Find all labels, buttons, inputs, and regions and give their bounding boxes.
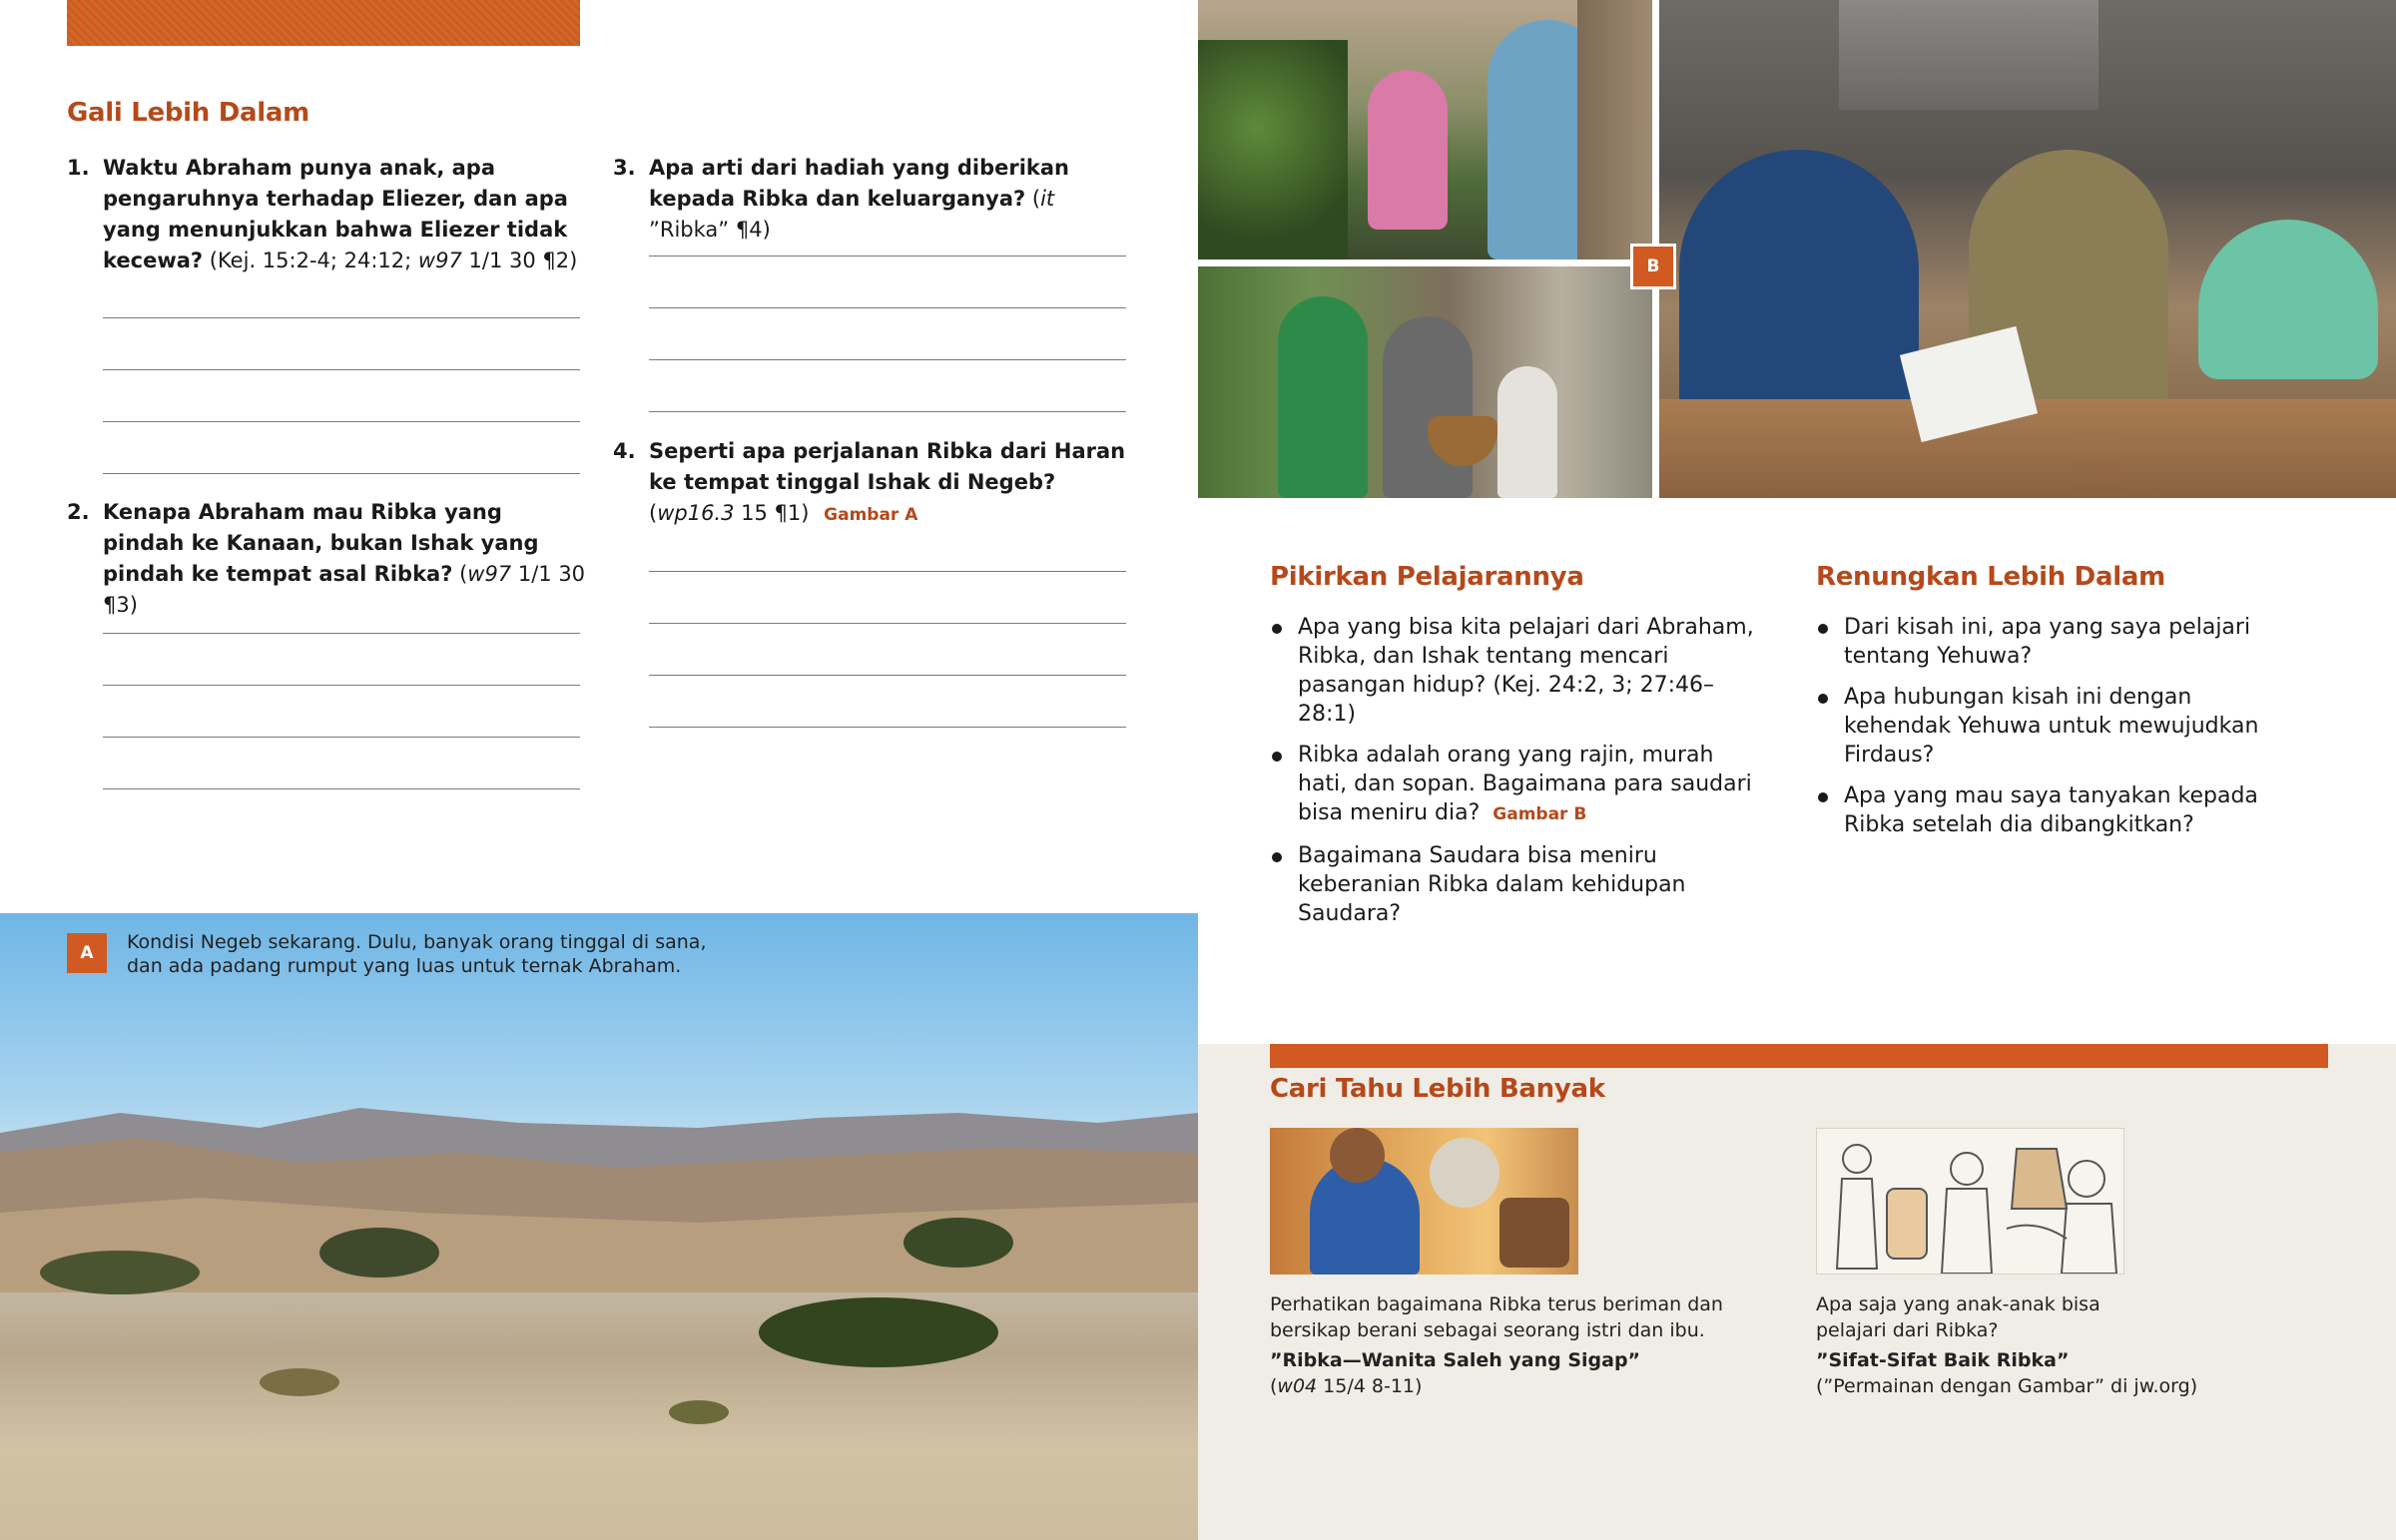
answer-line[interactable] xyxy=(649,411,1126,412)
cari-left-title[interactable]: ”Ribka—Wanita Saleh yang Sigap” xyxy=(1270,1349,1641,1371)
photo-garden xyxy=(1198,0,1652,259)
question-ref: (Kej. 15:2-4; 24:12; xyxy=(203,249,418,272)
question-text: Waktu Abraham punya anak, apa pengaruhnya terhadap Eliezer, dan apa yang menunjukkan bahwa Eliezer tidak kecewa? xyxy=(103,156,568,272)
list-item: Apa hubungan kisah ini dengan kehendak Yehuwa untuk mewujudkan Firdaus? xyxy=(1816,683,2295,770)
cari-right-desc: pelajari dari Ribka? xyxy=(1816,1319,1999,1341)
answer-line[interactable] xyxy=(649,623,1126,624)
ref-open: ( xyxy=(1270,1375,1278,1397)
renungkan-list xyxy=(1816,613,2295,851)
cari-left-ref xyxy=(1270,1373,1729,1399)
question-ref-pub: it xyxy=(1040,187,1055,211)
list-item: Dari kisah ini, apa yang saya pelajari tentang Yehuwa? xyxy=(1816,613,2295,671)
figure-tag-a[interactable]: Gambar A xyxy=(824,505,918,525)
pikirkan-list xyxy=(1270,613,1759,940)
desert-landscape xyxy=(0,913,1198,1540)
question-ref-loc: 1/1 30 ¶2) xyxy=(461,249,578,272)
figure-badge-b: B xyxy=(1630,244,1676,289)
question-1 xyxy=(67,153,586,276)
answer-line[interactable] xyxy=(649,307,1126,308)
caption-line: Kondisi Negeb sekarang. Dulu, banyak orang tinggal di sana, xyxy=(127,931,707,953)
question-ref-loc: 1/1 30 ¶3) xyxy=(103,562,586,617)
line-art-illustration xyxy=(1817,1129,2124,1275)
photo-sharing-vegetables xyxy=(1198,266,1652,498)
answer-line[interactable] xyxy=(649,571,1126,572)
figure-badge-a: A xyxy=(67,933,107,973)
photo-family-study xyxy=(1659,0,2396,498)
photo-a-caption xyxy=(127,930,746,978)
answer-line[interactable] xyxy=(649,256,1126,257)
list-item: Apa yang mau saya tanyakan kepada Ribka setelah dia dibangkitkan? xyxy=(1816,781,2295,839)
cari-left-desc: Perhatikan bagaimana Ribka terus beriman dan xyxy=(1270,1293,1723,1315)
figure-tag-b[interactable]: Gambar B xyxy=(1493,804,1587,824)
cari-right-desc: Apa saja yang anak-anak bisa xyxy=(1816,1293,2100,1315)
question-number: 3. xyxy=(613,156,636,180)
question-number: 2. xyxy=(67,500,90,524)
cari-right-text xyxy=(1816,1291,2275,1399)
question-ref-loc: 15 ¶1) xyxy=(734,501,810,525)
thumbnail-picture-game[interactable] xyxy=(1816,1128,2124,1275)
question-text: Kenapa Abraham mau Ribka yang pindah ke Kanaan, bukan Ishak yang pindah ke tempat asal Ribka? xyxy=(103,500,539,586)
panel-accent-bar xyxy=(1270,1044,2328,1068)
answer-line[interactable] xyxy=(103,369,580,370)
question-2 xyxy=(67,497,586,621)
question-ref-pub: wp16.3 xyxy=(657,501,735,525)
decorative-orange-strip xyxy=(67,0,580,46)
answer-line[interactable] xyxy=(103,421,580,422)
question-4 xyxy=(613,436,1132,531)
answer-line[interactable] xyxy=(649,727,1126,728)
question-ref: ( xyxy=(452,562,468,586)
cari-right-ref: (”Permainan dengan Gambar” di jw.org) xyxy=(1816,1375,2198,1397)
question-number: 4. xyxy=(613,439,636,463)
section-title-gali: Gali Lebih Dalam xyxy=(67,98,309,128)
list-item: Apa yang bisa kita pelajari dari Abraham, Ribka, dan Ishak tentang mencari pasangan hidup? (Kej. 24:2, 3; 27:46–28:1) xyxy=(1270,613,1759,729)
answer-line[interactable] xyxy=(103,788,580,789)
question-ref-pub: w97 xyxy=(467,562,512,586)
question-ref-loc: ”Ribka” ¶4) xyxy=(649,218,771,242)
photo-negeb-desert xyxy=(0,913,1198,1540)
list-item-text: Ribka adalah orang yang rajin, murah hati, dan sopan. Bagaimana para saudari bisa meniru dia? xyxy=(1298,743,1752,825)
section-title-renungkan: Renungkan Lebih Dalam xyxy=(1816,562,2165,592)
cari-left-desc: bersikap berani sebagai seorang istri dan ibu. xyxy=(1270,1319,1705,1341)
ref-loc: 15/4 8-11) xyxy=(1317,1375,1423,1397)
thumbnail-ribka-article[interactable] xyxy=(1270,1128,1578,1275)
cari-right-title[interactable]: ”Sifat-Sifat Baik Ribka” xyxy=(1816,1349,2070,1371)
section-title-pikirkan: Pikirkan Pelajarannya xyxy=(1270,562,1584,592)
answer-line[interactable] xyxy=(103,685,580,686)
answer-line[interactable] xyxy=(649,359,1126,360)
question-text: Apa arti dari hadiah yang diberikan kepada Ribka dan keluarganya? xyxy=(649,156,1069,211)
question-ref: ( xyxy=(649,501,658,525)
answer-line[interactable] xyxy=(649,675,1126,676)
question-number: 1. xyxy=(67,156,90,180)
answer-line[interactable] xyxy=(103,317,580,318)
question-text: Seperti apa perjalanan Ribka dari Haran ke tempat tinggal Ishak di Negeb? xyxy=(649,439,1126,494)
caption-line: dan ada padang rumput yang luas untuk ternak Abraham. xyxy=(127,955,682,977)
list-item: Bagaimana Saudara bisa meniru keberanian Ribka dalam kehidupan Saudara? xyxy=(1270,841,1759,928)
list-item xyxy=(1270,741,1759,829)
answer-line[interactable] xyxy=(103,473,580,474)
answer-line[interactable] xyxy=(103,633,580,634)
question-ref: ( xyxy=(1025,187,1041,211)
answer-line[interactable] xyxy=(103,737,580,738)
ref-pub: w04 xyxy=(1277,1375,1318,1397)
cari-left-text xyxy=(1270,1291,1729,1399)
question-ref-pub: w97 xyxy=(417,249,462,272)
section-title-cari: Cari Tahu Lebih Banyak xyxy=(1270,1074,1605,1104)
question-3 xyxy=(613,153,1132,246)
